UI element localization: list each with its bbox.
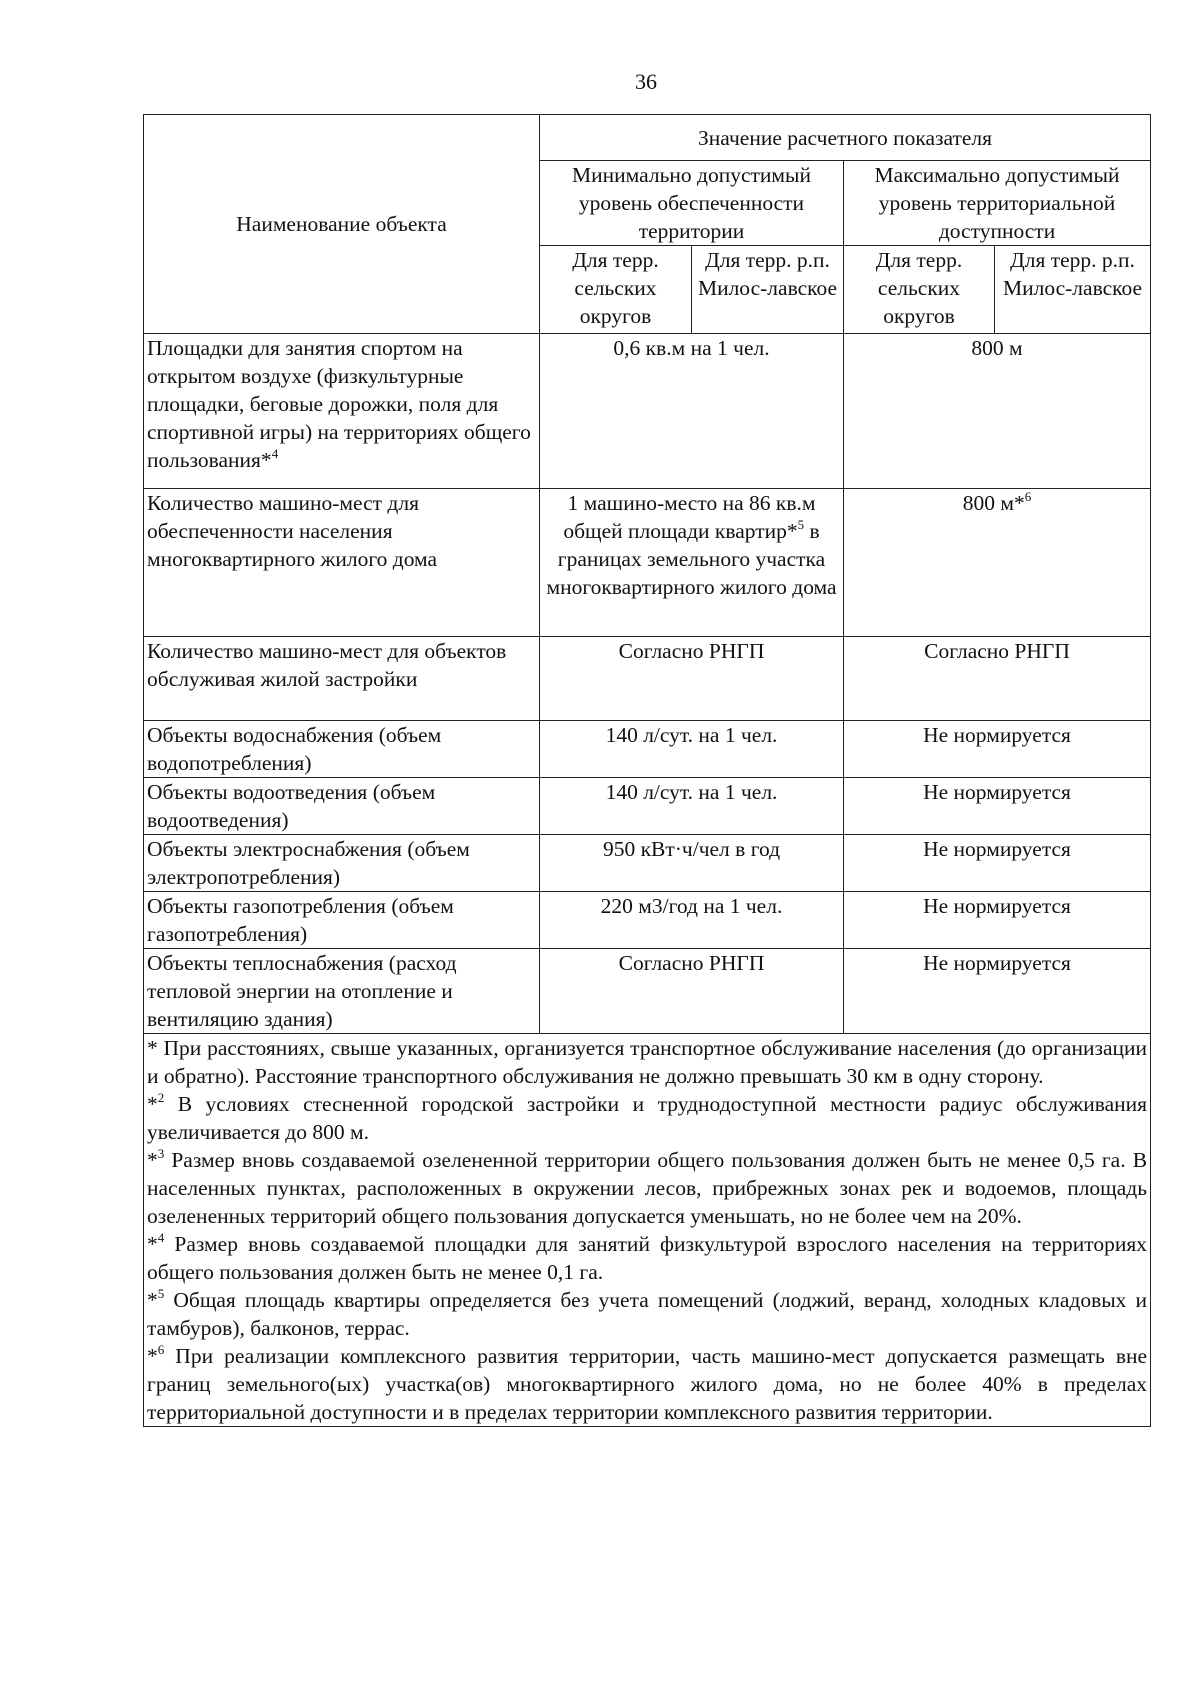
standards-table xyxy=(143,114,1151,1427)
row-max-cell xyxy=(844,721,1151,778)
row-min-cell xyxy=(540,334,844,489)
row-min-cell xyxy=(540,949,844,1034)
row-max-cell xyxy=(844,637,1151,721)
table-row xyxy=(144,835,1151,892)
row-name-cell xyxy=(144,334,540,489)
footnotes-row xyxy=(144,1034,1151,1427)
row-max-value: Не нормируется xyxy=(923,894,1071,918)
row-max-cell xyxy=(844,949,1151,1034)
table-row xyxy=(144,721,1151,778)
row-name: Объекты водоотведения (объем водоотведения) xyxy=(147,780,436,832)
row-min-value: 950 кВт·ч/чел в год xyxy=(602,837,781,861)
row-min-value-cont: в границах земельного участка многоквартирного жилого дома xyxy=(546,519,837,599)
row-max-cell xyxy=(844,489,1151,637)
header-name-label: Наименование объекта xyxy=(236,212,447,236)
row-min-value: 140 л/сут. на 1 чел. xyxy=(605,780,778,804)
header-sub-settlement-min xyxy=(692,246,844,334)
row-name-cell xyxy=(144,721,540,778)
row-min-value: 220 м3/год на 1 чел. xyxy=(600,894,783,918)
table-row xyxy=(144,892,1151,949)
sub-rural-label: Для терр. сельских округов xyxy=(572,248,659,328)
header-max-cell xyxy=(844,161,1151,246)
row-max-cell xyxy=(844,778,1151,835)
header-name-cell xyxy=(144,115,540,334)
row-name-cell xyxy=(144,489,540,637)
sub-settlement-label: Для терр. р.п. Милос-лавское xyxy=(697,248,838,300)
row-min-cell xyxy=(540,637,844,721)
row-min-cell xyxy=(540,892,844,949)
table-row xyxy=(144,637,1151,721)
footnote: * При расстояниях, свыше указанных, организуется транспортное обслуживание населения (до организации и обратно). Расстояние транспортного обслуживания не должно превышать 30 км в одну сторону. xyxy=(147,1036,1148,1088)
row-name-cell xyxy=(144,778,540,835)
row-max-value: Не нормируется xyxy=(923,780,1071,804)
row-name-cell xyxy=(144,637,540,721)
row-max-value: 800 м xyxy=(971,336,1023,360)
row-min-value: 140 л/сут. на 1 чел. xyxy=(605,723,778,747)
row-name: Площадки для занятия спортом на открытом воздухе (физкультурные площадки, беговые дорожки, поля для спортивной игры) на территориях общего пользования* xyxy=(147,336,531,472)
table-row xyxy=(144,949,1151,1034)
row-name: Объекты водоснабжения (объем водопотребления) xyxy=(147,723,442,775)
row-max-value: 800 м* xyxy=(962,491,1025,515)
footnote: *$^3$ Размер вновь создаваемой озелененной территории общего пользования должен быть не менее 0,5 га. В населенных пунктах, расположенных в окружении лесов, прибрежных зонах рек и водоемов, площадь озелененных территорий общего пользования допускается уменьшать, но не более чем на 20%. xyxy=(147,1145,1148,1228)
row-min-value: 1 машино-место на 86 кв.м общей площади квартир* xyxy=(563,491,816,543)
table-row xyxy=(144,489,1151,637)
row-name-cell xyxy=(144,949,540,1034)
row-min-value: Согласно РНГП xyxy=(618,639,765,663)
row-min-cell xyxy=(540,721,844,778)
footnote: *$^2$ В условиях стесненной городской застройки и труднодоступной местности радиус обслуживания увеличивается до 800 м. xyxy=(147,1089,1148,1144)
row-min-cell xyxy=(540,778,844,835)
header-min-cell xyxy=(540,161,844,246)
row-max-cell xyxy=(844,334,1151,489)
header-sub-settlement-max xyxy=(995,246,1151,334)
row-max-value: Не нормируется xyxy=(923,951,1071,975)
row-max-cell xyxy=(844,835,1151,892)
footnote: *$^5$ Общая площадь квартиры определяется без учета помещений (лоджий, веранд, холодных кладовых и тамбуров), балконов, террас. xyxy=(147,1285,1148,1340)
row-name: Объекты электроснабжения (объем электропотребления) xyxy=(147,837,470,889)
row-max-value: Не нормируется xyxy=(923,723,1071,747)
header-max-label: Максимально допустимый уровень территориальной доступности xyxy=(874,163,1120,243)
sub-settlement-label: Для терр. р.п. Милос-лавское xyxy=(1002,248,1143,300)
header-group-label: Значение расчетного показателя xyxy=(698,125,993,150)
row-name-cell xyxy=(144,892,540,949)
sub-rural-label: Для терр. сельских округов xyxy=(875,248,963,328)
row-max-value: Не нормируется xyxy=(923,837,1071,861)
footnote-ref: 4 xyxy=(271,445,279,461)
footnote: *$^6$ При реализации комплексного развития территории, часть машино-мест допускается размещать вне границ земельного(ых) участка(ов) многоквартирного жилого дома, но не более 40% в пределах территориальной доступности и в пределах территории комплексного развития территории. xyxy=(147,1341,1148,1424)
row-name: Количество машино-мест для обеспеченности населения многоквартирного жилого дома xyxy=(147,491,438,571)
row-min-cell xyxy=(540,835,844,892)
row-min-value: Согласно РНГП xyxy=(618,951,765,975)
page-number: 36 xyxy=(635,69,657,94)
footnotes-cell xyxy=(144,1034,1151,1427)
row-min-cell xyxy=(540,489,844,637)
header-sub-rural-max xyxy=(844,246,995,334)
row-name: Объекты газопотребления (объем газопотребления) xyxy=(147,894,454,946)
row-min-value: 0,6 кв.м на 1 чел. xyxy=(613,336,770,360)
footnote: *$^4$ Размер вновь создаваемой площадки для занятий физкультурой взрослого населения на территориях общего пользования должен быть не менее 0,1 га. xyxy=(147,1229,1148,1284)
row-name: Объекты теплоснабжения (расход тепловой энергии на отопление и вентиляцию здания) xyxy=(147,951,457,1031)
header-min-label: Минимально допустимый уровень обеспеченности территории xyxy=(572,163,811,243)
table-row xyxy=(144,334,1151,489)
header-sub-rural-min xyxy=(540,246,692,334)
header-group-cell xyxy=(540,115,1151,161)
row-max-cell xyxy=(844,892,1151,949)
footnote-ref: 6 xyxy=(1024,488,1032,504)
table-row xyxy=(144,778,1151,835)
row-name: Количество машино-мест для объектов обслуживая жилой застройки xyxy=(147,639,507,691)
row-max-value: Согласно РНГП xyxy=(924,639,1070,663)
footnote-ref: 5 xyxy=(797,516,805,532)
row-name-cell xyxy=(144,835,540,892)
